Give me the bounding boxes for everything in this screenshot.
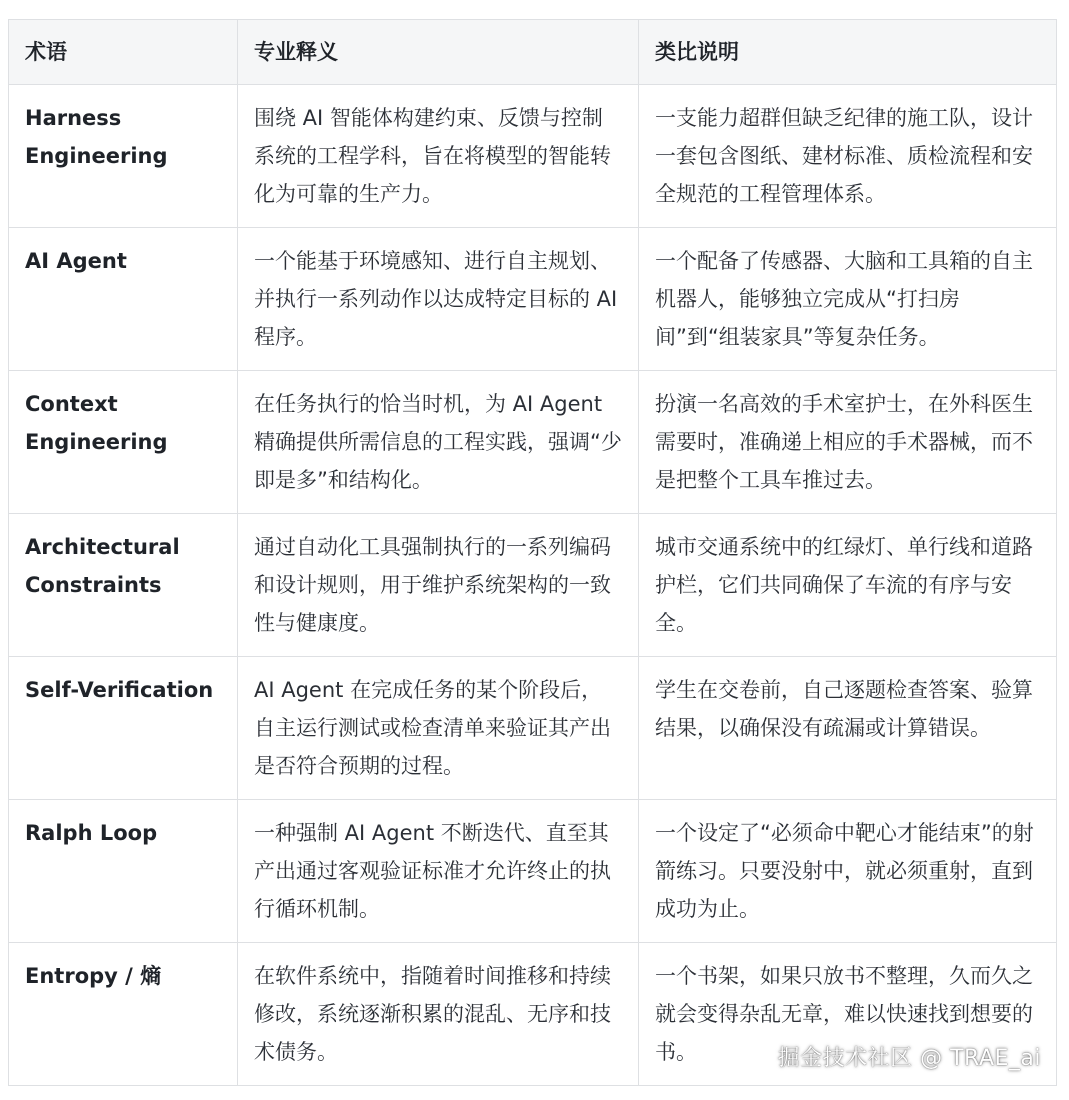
- definition-cell: 通过自动化工具强制执行的一系列编码和设计规则，用于维护系统架构的一致性与健康度。: [238, 514, 639, 657]
- watermark: 掘金技术社区 @ TRAE_ai: [777, 1046, 1041, 1071]
- definition-cell: 在软件系统中，指随着时间推移和持续修改，系统逐渐积累的混乱、无序和技术债务。: [238, 943, 639, 1086]
- analogy-cell: 学生在交卷前，自己逐题检查答案、验算结果，以确保没有疏漏或计算错误。: [639, 657, 1057, 800]
- table-header: [9, 20, 1057, 85]
- table-row: [9, 800, 1057, 943]
- header-definition: 专业释义: [238, 20, 639, 85]
- definition-cell: 在任务执行的恰当时机，为 AI Agent 精确提供所需信息的工程实践，强调“少即是多”和结构化。: [238, 371, 639, 514]
- term-cell: Architectural Constraints: [9, 514, 238, 657]
- header-term: 术语: [9, 20, 238, 85]
- definition-cell: AI Agent 在完成任务的某个阶段后，自主运行测试或检查清单来验证其产出是否符合预期的过程。: [238, 657, 639, 800]
- table-row: [9, 85, 1057, 228]
- table-row: [9, 228, 1057, 371]
- analogy-cell: 一个书架，如果只放书不整理，久而久之就会变得杂乱无章，难以快速找到想要的书。: [639, 943, 1057, 1086]
- term-cell: Context Engineering: [9, 371, 238, 514]
- analogy-cell: 一支能力超群但缺乏纪律的施工队，设计一套包含图纸、建材标准、质检流程和安全规范的工程管理体系。: [639, 85, 1057, 228]
- table-row: [9, 371, 1057, 514]
- term-cell: Entropy / 熵: [9, 943, 238, 1086]
- definition-cell: 围绕 AI 智能体构建约束、反馈与控制系统的工程学科，旨在将模型的智能转化为可靠的生产力。: [238, 85, 639, 228]
- analogy-cell: 扮演一名高效的手术室护士，在外科医生需要时，准确递上相应的手术器械，而不是把整个工具车推过去。: [639, 371, 1057, 514]
- definition-cell: 一个能基于环境感知、进行自主规划、并执行一系列动作以达成特定目标的 AI 程序。: [238, 228, 639, 371]
- definition-cell: 一种强制 AI Agent 不断迭代、直至其产出通过客观验证标准才允许终止的执行循环机制。: [238, 800, 639, 943]
- term-cell: Ralph Loop: [9, 800, 238, 943]
- term-cell: AI Agent: [9, 228, 238, 371]
- header-analogy: 类比说明: [639, 20, 1057, 85]
- analogy-cell: 城市交通系统中的红绿灯、单行线和道路护栏，它们共同确保了车流的有序与安全。: [639, 514, 1057, 657]
- analogy-cell: 一个配备了传感器、大脑和工具箱的自主机器人，能够独立完成从“打扫房间”到“组装家具”等复杂任务。: [639, 228, 1057, 371]
- header-row: [9, 20, 1057, 85]
- glossary-table: [8, 19, 1057, 1086]
- table-row: [9, 514, 1057, 657]
- term-cell: Harness Engineering: [9, 85, 238, 228]
- term-cell: Self-Verification: [9, 657, 238, 800]
- analogy-cell: 一个设定了“必须命中靶心才能结束”的射箭练习。只要没射中，就必须重射，直到成功为止。: [639, 800, 1057, 943]
- table-row: [9, 657, 1057, 800]
- table-body: [9, 85, 1057, 1086]
